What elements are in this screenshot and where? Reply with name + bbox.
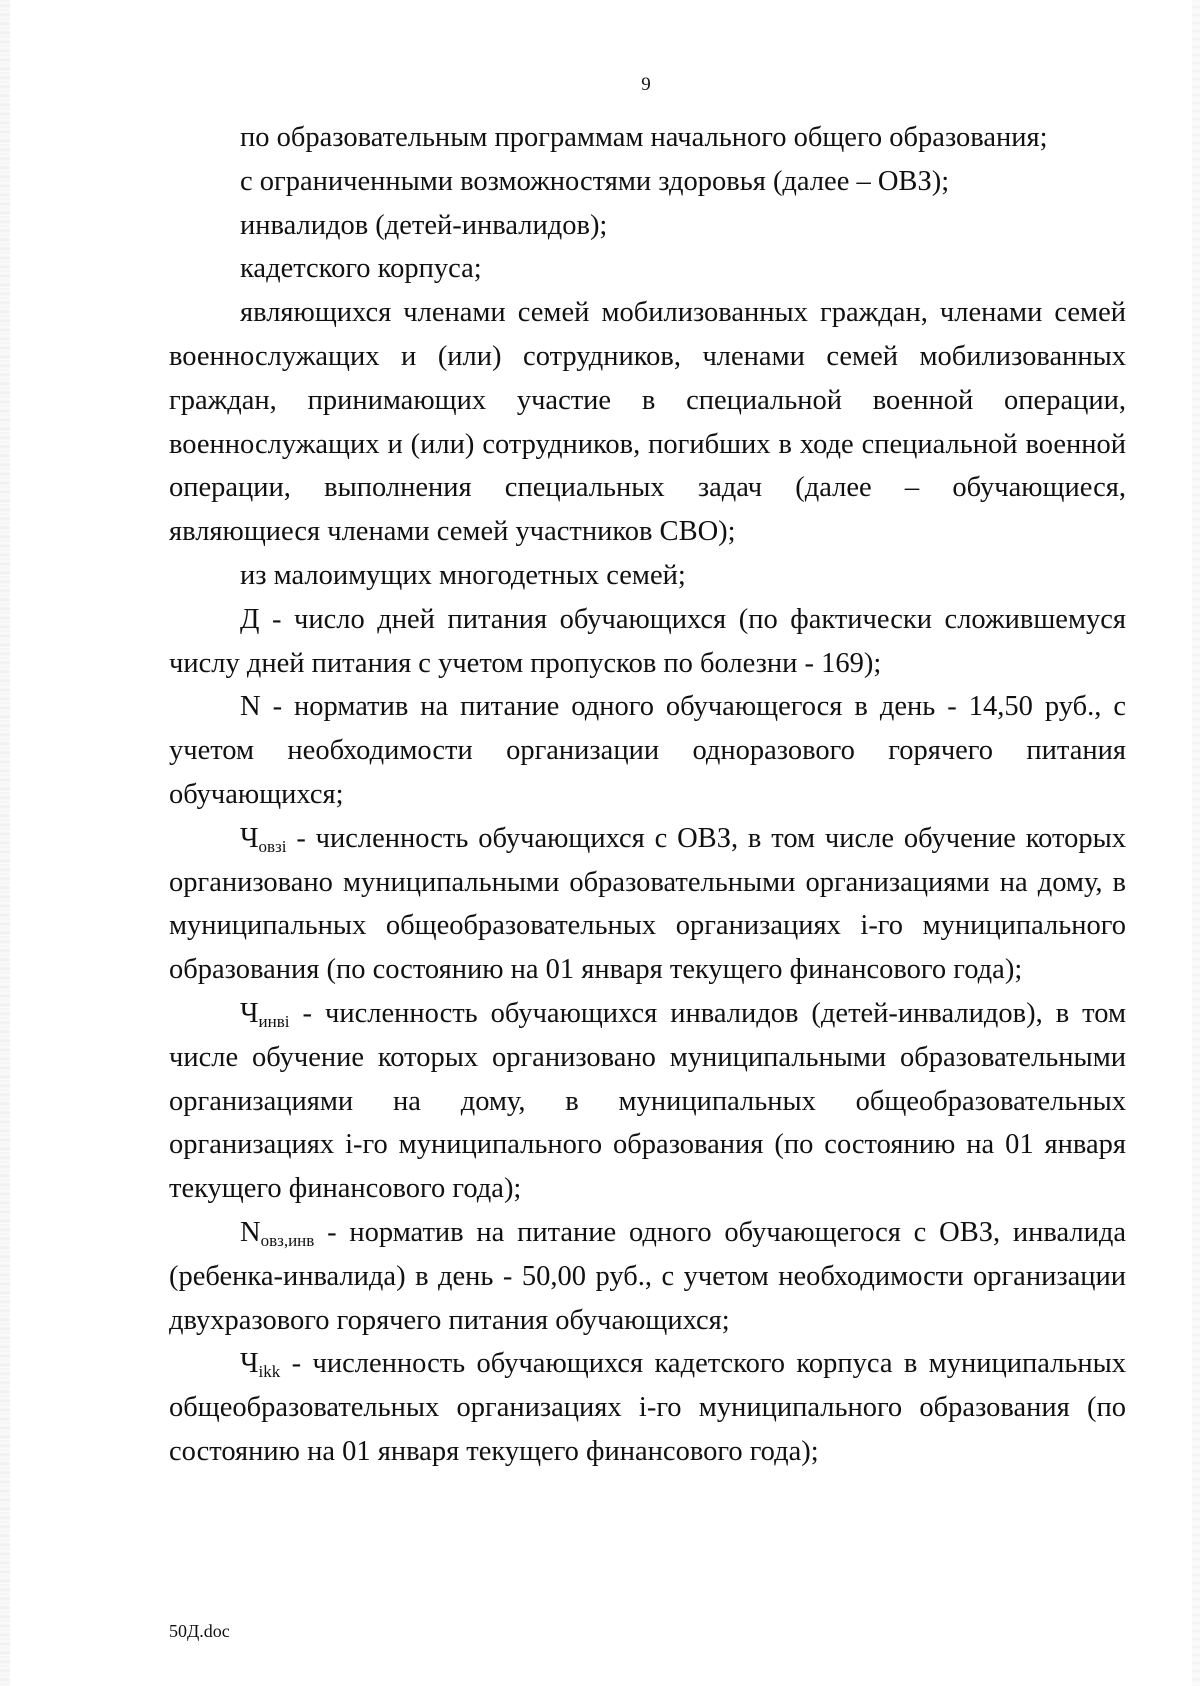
document-body bbox=[169, 116, 1126, 1474]
paragraph-cadet-count bbox=[169, 1342, 1126, 1473]
definition-text: - численность обучающихся с ОВЗ, в том числе обучение которых организовано муниципальными образовательными организациями на дому, в муниципальных общеобразовательных организациях i-го муниципального образования (по состоянию на 01 января текущего финансового года); bbox=[169, 822, 1126, 986]
page-number: 9 bbox=[641, 74, 651, 95]
footer-filename: 50Д.doc bbox=[169, 1621, 230, 1641]
formula-symbol: Ч bbox=[240, 822, 259, 854]
paragraph-meal-days: Д - число дней питания обучающихся (по фактически сложившемуся числу дней питания с учетом пропусков по болезни - 169); bbox=[169, 603, 1126, 679]
formula-symbol: Ч bbox=[240, 1348, 259, 1380]
paragraph-disabled-count bbox=[169, 992, 1126, 1211]
paragraph-ovz-count bbox=[169, 817, 1126, 992]
formula-subscript: ikk bbox=[258, 1362, 281, 1382]
scan-edge-right bbox=[1192, 0, 1200, 1686]
scan-edge-left bbox=[0, 0, 10, 1686]
formula-subscript: овз,инв bbox=[260, 1230, 315, 1250]
paragraph-large-low-income: из малоимущих многодетных семей; bbox=[240, 559, 686, 591]
definition-text: - норматив на питание одного обучающегося с ОВЗ, инвалида (ребенка-инвалида) в день - 50,00 руб., с учетом необходимости организации двухразового горячего питания обучающихся; bbox=[169, 1216, 1126, 1336]
paragraph-ovz-meal-standard bbox=[169, 1211, 1126, 1342]
formula-symbol: N bbox=[240, 1216, 261, 1248]
formula-subscript: инвi bbox=[258, 1011, 290, 1031]
paragraph-primary-education: по образовательным программам начального общего образования; bbox=[240, 122, 1048, 153]
definition-text: - численность обучающихся инвалидов (детей-инвалидов), в том числе обучение которых организовано муниципальными образовательными организациями на дому, в муниципальных общеобразовательных организациях i-го муниципального образования (по состоянию на 01 января текущего финансового года); bbox=[169, 997, 1126, 1205]
paragraph-ovz: с ограниченными возможностями здоровья (далее – ОВЗ); bbox=[240, 165, 950, 197]
formula-symbol: Ч bbox=[240, 997, 259, 1029]
paragraph-cadet-corps: кадетского корпуса; bbox=[240, 253, 482, 285]
paragraph-disabled: инвалидов (детей-инвалидов); bbox=[240, 209, 608, 241]
paragraph-svo-families: являющихся членами семей мобилизованных граждан, членами семей военнослужащих и (или) сотрудников, членами семей мобилизованных граждан, принимающих участие в специальной военной операции, военнослужащих и (или) сотрудников, погибших в ходе специальной военной операции, выполнения специальных задач (далее – обучающиеся, являющиеся членами семей участников СВО); bbox=[169, 297, 1126, 548]
paragraph-meal-standard: N - норматив на питание одного обучающегося в день - 14,50 руб., с учетом необходимости организации одноразового горячего питания обучающихся; bbox=[169, 691, 1126, 810]
definition-text: - численность обучающихся кадетского корпуса в муниципальных общеобразовательных организациях i-го муниципального образования (по состоянию на 01 января текущего финансового года); bbox=[169, 1348, 1126, 1467]
formula-subscript: овзi bbox=[258, 836, 287, 856]
